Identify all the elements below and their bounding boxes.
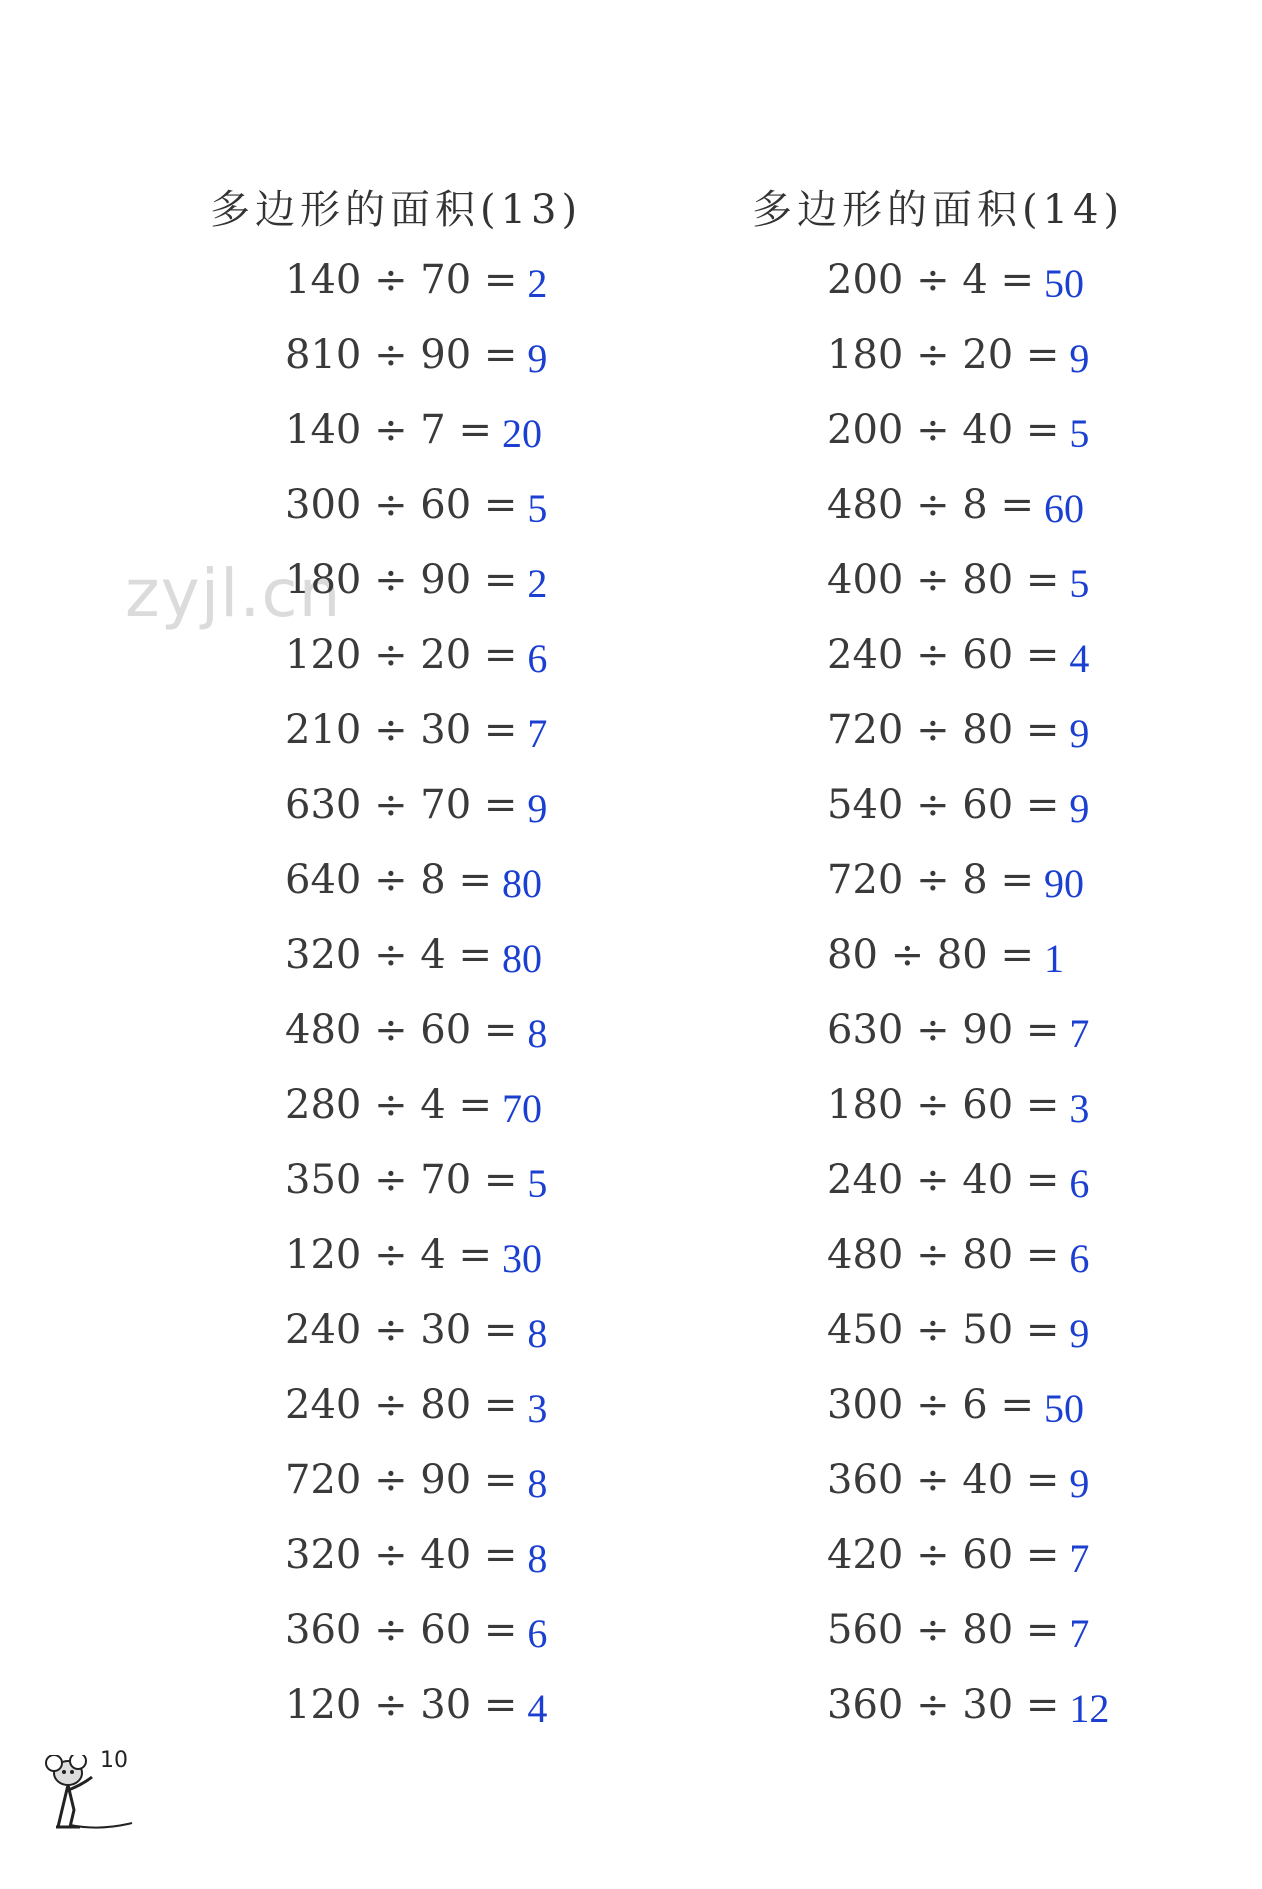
problem-row <box>285 693 547 768</box>
problem-answer: 5 <box>527 1161 548 1206</box>
problem-answer: 60 <box>1043 486 1084 531</box>
problem-expression: 720 ÷ 8 = <box>827 857 1034 903</box>
problem-expression: 480 ÷ 80 = <box>827 1232 1060 1278</box>
problem-expression: 120 ÷ 20 = <box>285 632 518 678</box>
problem-row <box>285 1218 547 1293</box>
problem-answer: 6 <box>1069 1161 1090 1206</box>
problem-row <box>827 1368 1109 1443</box>
problem-expression: 360 ÷ 40 = <box>827 1457 1060 1503</box>
problem-answer: 7 <box>1069 1011 1090 1056</box>
problem-answer: 20 <box>501 411 542 456</box>
problem-expression: 480 ÷ 8 = <box>827 482 1034 528</box>
problem-answer: 70 <box>501 1086 542 1131</box>
problem-expression: 120 ÷ 30 = <box>285 1682 518 1728</box>
problem-row <box>285 318 547 393</box>
problem-row <box>285 1668 547 1743</box>
problem-expression: 720 ÷ 80 = <box>827 707 1060 753</box>
problem-expression: 320 ÷ 4 = <box>285 932 492 978</box>
problem-answer: 50 <box>1043 1386 1084 1431</box>
problem-answer: 2 <box>527 561 548 606</box>
problem-expression: 450 ÷ 50 = <box>827 1307 1060 1353</box>
section-title: 多边形的面积(13) <box>210 187 583 233</box>
problem-row <box>827 993 1109 1068</box>
problem-row <box>827 618 1109 693</box>
problem-row <box>827 1593 1109 1668</box>
problem-list <box>285 243 547 1743</box>
problem-row <box>827 693 1109 768</box>
problem-expression: 280 ÷ 4 = <box>285 1082 492 1128</box>
problem-answer: 5 <box>527 486 548 531</box>
problem-answer: 6 <box>527 636 548 681</box>
problem-answer: 9 <box>527 336 548 381</box>
problem-expression: 240 ÷ 40 = <box>827 1157 1060 1203</box>
problem-answer: 50 <box>1043 261 1084 306</box>
problem-answer: 90 <box>1043 861 1084 906</box>
problem-expression: 240 ÷ 60 = <box>827 632 1060 678</box>
problem-row <box>827 1218 1109 1293</box>
problem-row <box>285 1068 547 1143</box>
problem-expression: 560 ÷ 80 = <box>827 1607 1060 1653</box>
problem-expression: 480 ÷ 60 = <box>285 1007 518 1053</box>
problem-row <box>285 243 547 318</box>
problem-answer: 9 <box>527 786 548 831</box>
problem-row <box>827 543 1109 618</box>
problem-answer: 8 <box>527 1536 548 1581</box>
problem-expression: 140 ÷ 7 = <box>285 407 492 453</box>
problem-expression: 240 ÷ 30 = <box>285 1307 518 1353</box>
problem-expression: 640 ÷ 8 = <box>285 857 492 903</box>
problem-row <box>285 768 547 843</box>
problem-answer: 4 <box>1069 636 1090 681</box>
watermark: zyjl.cn <box>125 555 342 632</box>
problem-answer: 6 <box>1069 1236 1090 1281</box>
problem-answer: 8 <box>527 1011 548 1056</box>
problem-row <box>827 768 1109 843</box>
problem-expression: 720 ÷ 90 = <box>285 1457 518 1503</box>
problem-row <box>827 1668 1109 1743</box>
problem-expression: 300 ÷ 6 = <box>827 1382 1034 1428</box>
problem-expression: 350 ÷ 70 = <box>285 1157 518 1203</box>
problem-row <box>285 468 547 543</box>
page-number: 10 <box>100 1748 128 1773</box>
problem-row <box>827 1143 1109 1218</box>
problem-expression: 630 ÷ 70 = <box>285 782 518 828</box>
problem-answer: 3 <box>527 1386 548 1431</box>
problem-row <box>827 843 1109 918</box>
problem-row <box>827 1293 1109 1368</box>
problem-expression: 360 ÷ 60 = <box>285 1607 518 1653</box>
problem-answer: 5 <box>1069 411 1090 456</box>
problem-expression: 140 ÷ 70 = <box>285 257 518 303</box>
problem-expression: 180 ÷ 60 = <box>827 1082 1060 1128</box>
problem-expression: 540 ÷ 60 = <box>827 782 1060 828</box>
problem-answer: 30 <box>501 1236 542 1281</box>
problem-answer: 9 <box>1069 1461 1090 1506</box>
problem-expression: 120 ÷ 4 = <box>285 1232 492 1278</box>
problem-expression: 80 ÷ 80 = <box>827 932 1034 978</box>
problem-expression: 200 ÷ 40 = <box>827 407 1060 453</box>
problem-row <box>285 393 547 468</box>
problem-row <box>285 618 547 693</box>
problem-answer: 8 <box>527 1461 548 1506</box>
problem-row <box>827 468 1109 543</box>
section-title: 多边形的面积(14) <box>752 187 1125 233</box>
problem-list <box>827 243 1109 1743</box>
problem-row <box>827 1443 1109 1518</box>
problem-row <box>827 1068 1109 1143</box>
problem-answer: 80 <box>501 861 542 906</box>
problem-answer: 1 <box>1043 936 1064 981</box>
problem-row <box>827 918 1109 993</box>
worksheet-section-14 <box>752 180 1125 1731</box>
problem-answer: 9 <box>1069 786 1090 831</box>
problem-expression: 180 ÷ 20 = <box>827 332 1060 378</box>
problem-row <box>285 918 547 993</box>
problem-row <box>285 1293 547 1368</box>
problem-expression: 360 ÷ 30 = <box>827 1682 1060 1728</box>
problem-expression: 420 ÷ 60 = <box>827 1532 1060 1578</box>
problem-answer: 5 <box>1069 561 1090 606</box>
problem-answer: 7 <box>1069 1611 1090 1656</box>
problem-answer: 9 <box>1069 336 1090 381</box>
problem-answer: 4 <box>527 1686 548 1731</box>
problem-expression: 180 ÷ 90 = <box>285 557 518 603</box>
problem-row <box>827 318 1109 393</box>
problem-row <box>285 1518 547 1593</box>
problem-row <box>827 1518 1109 1593</box>
problem-expression: 320 ÷ 40 = <box>285 1532 518 1578</box>
problem-expression: 400 ÷ 80 = <box>827 557 1060 603</box>
problem-answer: 8 <box>527 1311 548 1356</box>
problem-row <box>285 1593 547 1668</box>
problem-answer: 9 <box>1069 711 1090 756</box>
problem-expression: 810 ÷ 90 = <box>285 332 518 378</box>
problem-answer: 7 <box>1069 1536 1090 1581</box>
problem-row <box>285 1143 547 1218</box>
problem-row <box>827 393 1109 468</box>
problem-row <box>285 543 547 618</box>
problem-row <box>827 243 1109 318</box>
problem-answer: 3 <box>1069 1086 1090 1131</box>
problem-answer: 80 <box>501 936 542 981</box>
problem-row <box>285 843 547 918</box>
problem-expression: 200 ÷ 4 = <box>827 257 1034 303</box>
problem-answer: 7 <box>527 711 548 756</box>
problem-answer: 6 <box>527 1611 548 1656</box>
problem-row <box>285 1368 547 1443</box>
problem-row <box>285 993 547 1068</box>
problem-row <box>285 1443 547 1518</box>
problem-expression: 210 ÷ 30 = <box>285 707 518 753</box>
problem-answer: 9 <box>1069 1311 1090 1356</box>
problem-expression: 300 ÷ 60 = <box>285 482 518 528</box>
problem-answer: 12 <box>1069 1686 1110 1731</box>
problem-answer: 2 <box>527 261 548 306</box>
problem-expression: 630 ÷ 90 = <box>827 1007 1060 1053</box>
problem-expression: 240 ÷ 80 = <box>285 1382 518 1428</box>
